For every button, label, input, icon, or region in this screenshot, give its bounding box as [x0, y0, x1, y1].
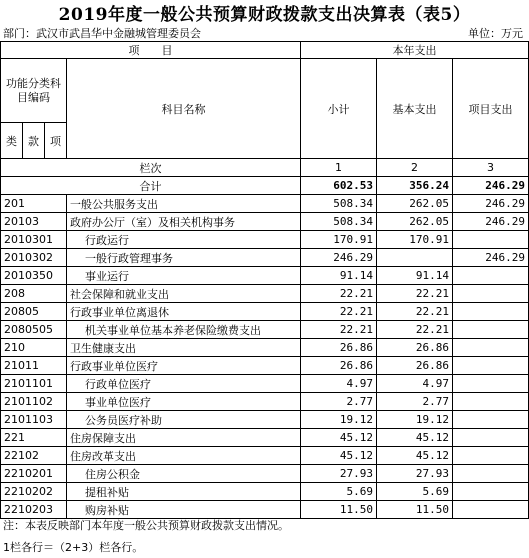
- project-value: [453, 411, 529, 429]
- subtotal-value: 26.86: [301, 357, 377, 375]
- subject-code: 20805: [1, 303, 67, 321]
- table-row: [1, 249, 529, 267]
- table-row: [1, 267, 529, 285]
- subtotal-value: 22.21: [301, 321, 377, 339]
- subtotal-header: 小计: [301, 59, 377, 159]
- basic-value: 91.14: [377, 267, 453, 285]
- subject-code: 2101102: [1, 393, 67, 411]
- subject-code: 2210203: [1, 501, 67, 519]
- xiang-header: 项: [45, 123, 67, 159]
- basic-value: 2.77: [377, 393, 453, 411]
- column-order-label: 栏次: [1, 159, 301, 177]
- table-row: [1, 429, 529, 447]
- basic-value: 45.12: [377, 447, 453, 465]
- subject-code: 2010302: [1, 249, 67, 267]
- table-row: [1, 483, 529, 501]
- subject-name: 提租补贴: [67, 483, 301, 501]
- total-subtotal: 602.53: [301, 177, 377, 195]
- header-row-2: [1, 59, 529, 123]
- subtotal-value: 22.21: [301, 303, 377, 321]
- table-row: [1, 213, 529, 231]
- subtotal-value: 246.29: [301, 249, 377, 267]
- subject-code: 210: [1, 339, 67, 357]
- subtotal-value: 5.69: [301, 483, 377, 501]
- subject-name: 一般公共服务支出: [67, 195, 301, 213]
- subject-name: 行政运行: [67, 231, 301, 249]
- func-code-header: 功能分类科目编码: [1, 59, 67, 123]
- basic-value: 27.93: [377, 465, 453, 483]
- column-formula-note: 1栏各行＝（2+3）栏各行。: [3, 541, 144, 554]
- department-label: 部门：武汉市武昌华中金融城管理委员会: [3, 27, 201, 40]
- column-number-2: 2: [377, 159, 453, 177]
- subject-name: 购房补贴: [67, 501, 301, 519]
- basic-value: 19.12: [377, 411, 453, 429]
- subject-name: 住房保障支出: [67, 429, 301, 447]
- subtotal-value: 45.12: [301, 447, 377, 465]
- table-row: [1, 465, 529, 483]
- subtotal-value: 4.97: [301, 375, 377, 393]
- project-value: [453, 357, 529, 375]
- subject-name: 一般行政管理事务: [67, 249, 301, 267]
- project-value: 246.29: [453, 249, 529, 267]
- basic-value: 5.69: [377, 483, 453, 501]
- project-value: [453, 303, 529, 321]
- basic-value: 22.21: [377, 285, 453, 303]
- basic-value: 11.50: [377, 501, 453, 519]
- table-row: [1, 195, 529, 213]
- project-value: [453, 231, 529, 249]
- table-row: [1, 285, 529, 303]
- table-row: [1, 339, 529, 357]
- project-value: [453, 267, 529, 285]
- subtotal-value: 11.50: [301, 501, 377, 519]
- table-row: [1, 357, 529, 375]
- subtotal-value: 19.12: [301, 411, 377, 429]
- table-note: 注：本表反映部门本年度一般公共预算财政拨款支出情况。: [3, 519, 289, 532]
- subtotal-value: 26.86: [301, 339, 377, 357]
- total-basic: 356.24: [377, 177, 453, 195]
- subject-code: 2210201: [1, 465, 67, 483]
- column-number-1: 1: [301, 159, 377, 177]
- project-value: [453, 465, 529, 483]
- table-row: [1, 411, 529, 429]
- subject-code: 221: [1, 429, 67, 447]
- project-value: [453, 285, 529, 303]
- total-label: 合计: [1, 177, 301, 195]
- unit-label: 单位：万元: [468, 27, 523, 40]
- subject-name: 事业单位医疗: [67, 393, 301, 411]
- basic-value: [377, 249, 453, 267]
- project-header: 项目支出: [453, 59, 529, 159]
- subtotal-value: 170.91: [301, 231, 377, 249]
- subject-name: 政府办公厅（室）及相关机构事务: [67, 213, 301, 231]
- subject-code: 2010301: [1, 231, 67, 249]
- subtotal-value: 45.12: [301, 429, 377, 447]
- column-order-row: [1, 159, 529, 177]
- subject-name: 行政单位医疗: [67, 375, 301, 393]
- basic-value: 22.21: [377, 303, 453, 321]
- subtotal-value: 2.77: [301, 393, 377, 411]
- basic-value: 262.05: [377, 213, 453, 231]
- subject-code: 208: [1, 285, 67, 303]
- basic-value: 4.97: [377, 375, 453, 393]
- project-value: [453, 375, 529, 393]
- table-row: [1, 303, 529, 321]
- project-value: [453, 339, 529, 357]
- subject-name-header: 科目名称: [67, 59, 301, 159]
- subject-name: 卫生健康支出: [67, 339, 301, 357]
- subject-code: 2210202: [1, 483, 67, 501]
- kuan-header: 款: [23, 123, 45, 159]
- expenditure-table: [0, 41, 529, 519]
- total-row: [1, 177, 529, 195]
- table-row: [1, 321, 529, 339]
- project-value: [453, 447, 529, 465]
- subject-code: 201: [1, 195, 67, 213]
- subject-name: 行政事业单位离退休: [67, 303, 301, 321]
- subtotal-value: 91.14: [301, 267, 377, 285]
- basic-value: 22.21: [377, 321, 453, 339]
- subject-name: 事业运行: [67, 267, 301, 285]
- subtotal-value: 27.93: [301, 465, 377, 483]
- item-header: 项 目: [1, 42, 301, 59]
- basic-value: 262.05: [377, 195, 453, 213]
- project-value: [453, 429, 529, 447]
- subject-code: 20103: [1, 213, 67, 231]
- subtotal-value: 508.34: [301, 213, 377, 231]
- header-row-1: [1, 42, 529, 59]
- project-value: [453, 393, 529, 411]
- project-value: [453, 321, 529, 339]
- subject-code: 22102: [1, 447, 67, 465]
- current-year-expenditure-header: 本年支出: [301, 42, 529, 59]
- subject-name: 机关事业单位基本养老保险缴费支出: [67, 321, 301, 339]
- table-row: [1, 375, 529, 393]
- subtotal-value: 22.21: [301, 285, 377, 303]
- basic-value: 170.91: [377, 231, 453, 249]
- total-project: 246.29: [453, 177, 529, 195]
- project-value: 246.29: [453, 195, 529, 213]
- subject-code: 21011: [1, 357, 67, 375]
- table-row: [1, 447, 529, 465]
- basic-value: 26.86: [377, 339, 453, 357]
- project-value: [453, 483, 529, 501]
- basic-header: 基本支出: [377, 59, 453, 159]
- subject-code: 2010350: [1, 267, 67, 285]
- project-value: [453, 501, 529, 519]
- subject-code: 2101101: [1, 375, 67, 393]
- table-row: [1, 231, 529, 249]
- table-row: [1, 393, 529, 411]
- basic-value: 45.12: [377, 429, 453, 447]
- subtotal-value: 508.34: [301, 195, 377, 213]
- subject-code: 2080505: [1, 321, 67, 339]
- subject-name: 住房改革支出: [67, 447, 301, 465]
- subject-name: 公务员医疗补助: [67, 411, 301, 429]
- lei-header: 类: [1, 123, 23, 159]
- subject-name: 社会保障和就业支出: [67, 285, 301, 303]
- basic-value: 26.86: [377, 357, 453, 375]
- project-value: 246.29: [453, 213, 529, 231]
- subject-code: 2101103: [1, 411, 67, 429]
- table-row: [1, 501, 529, 519]
- report-title: 2019年度一般公共预算财政拨款支出决算表（表5）: [58, 5, 471, 25]
- subject-name: 行政事业单位医疗: [67, 357, 301, 375]
- column-number-3: 3: [453, 159, 529, 177]
- subject-name: 住房公积金: [67, 465, 301, 483]
